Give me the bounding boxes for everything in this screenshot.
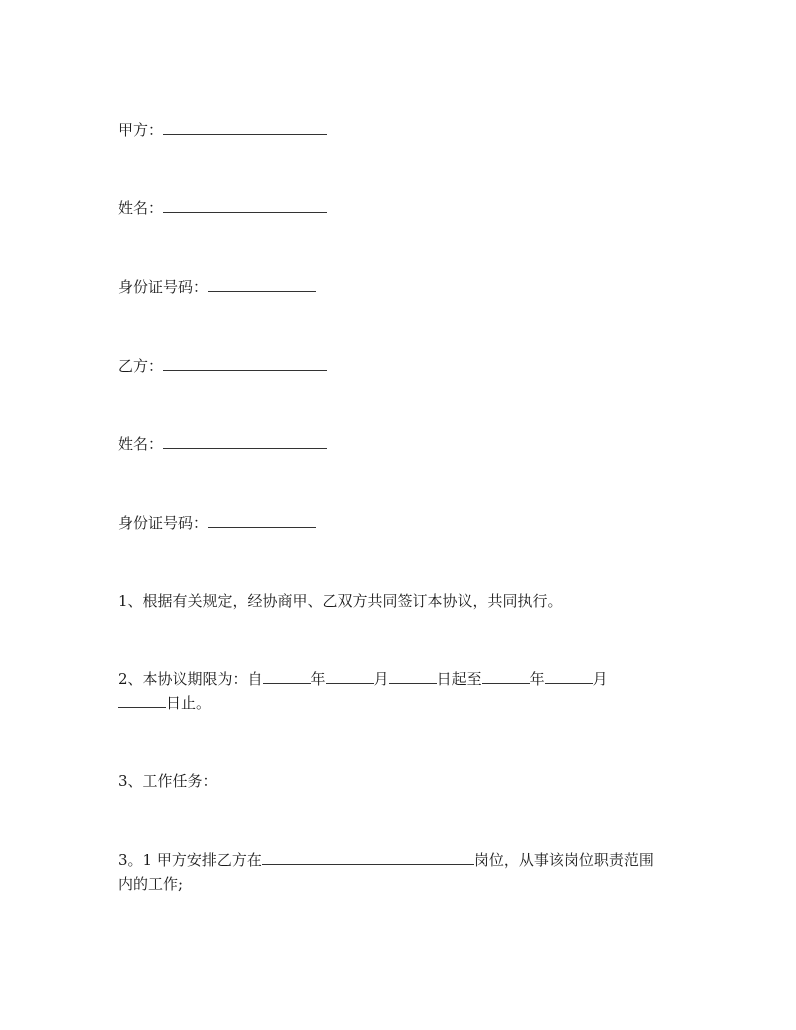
end-month-blank[interactable] [545,669,593,684]
party-b-id-label: 身份证号码： [118,514,209,532]
party-b-name-line [118,434,327,454]
party-a-id-line [118,277,316,297]
party-b-name-blank[interactable] [163,434,327,449]
start-month-blank[interactable] [326,669,374,684]
start-year-blank[interactable] [263,669,311,684]
party-a-id-label: 身份证号码： [118,278,209,296]
party-b-id-blank[interactable] [208,513,316,528]
party-a-id-blank[interactable] [208,277,316,292]
end-year-blank[interactable] [482,669,530,684]
party-b-id-line [118,513,316,533]
position-blank[interactable] [262,850,474,865]
start-day-blank[interactable] [389,669,437,684]
clause-3-1 [118,848,678,896]
clause-3-1-suffix: 岗位，从事该岗位职责范围 [473,851,654,869]
clause-3: 3、工作任务： [118,772,218,790]
clause-2-end: 日止。 [166,694,212,712]
clause-2-day-1: 日起至 [436,670,482,688]
clause-1: 1、根据有关规定，经协商甲、乙双方共同签订本协议，共同执行。 [118,592,563,610]
party-a-name-blank[interactable] [163,198,327,213]
party-a-line [118,120,327,140]
party-b-name-label: 姓名： [118,435,164,453]
party-a-label: 甲方： [118,121,164,139]
clause-2-prefix: 2、本协议期限为：自 [118,670,263,688]
clause-2-year-2: 年 [529,670,545,688]
clause-2-month-1: 月 [373,670,389,688]
clause-3-1-prefix: 3。1 甲方安排乙方在 [118,851,262,869]
clause-3-1-line-2: 内的工作; [118,875,184,893]
clause-2-year-1: 年 [310,670,326,688]
party-a-blank[interactable] [163,120,327,135]
party-a-name-label: 姓名： [118,199,164,217]
party-b-blank[interactable] [163,356,327,371]
clause-2 [118,667,678,715]
party-b-line [118,356,327,376]
clause-2-month-2: 月 [592,670,608,688]
party-b-label: 乙方： [118,357,164,375]
party-a-name-line [118,198,327,218]
end-day-blank[interactable] [118,693,166,708]
